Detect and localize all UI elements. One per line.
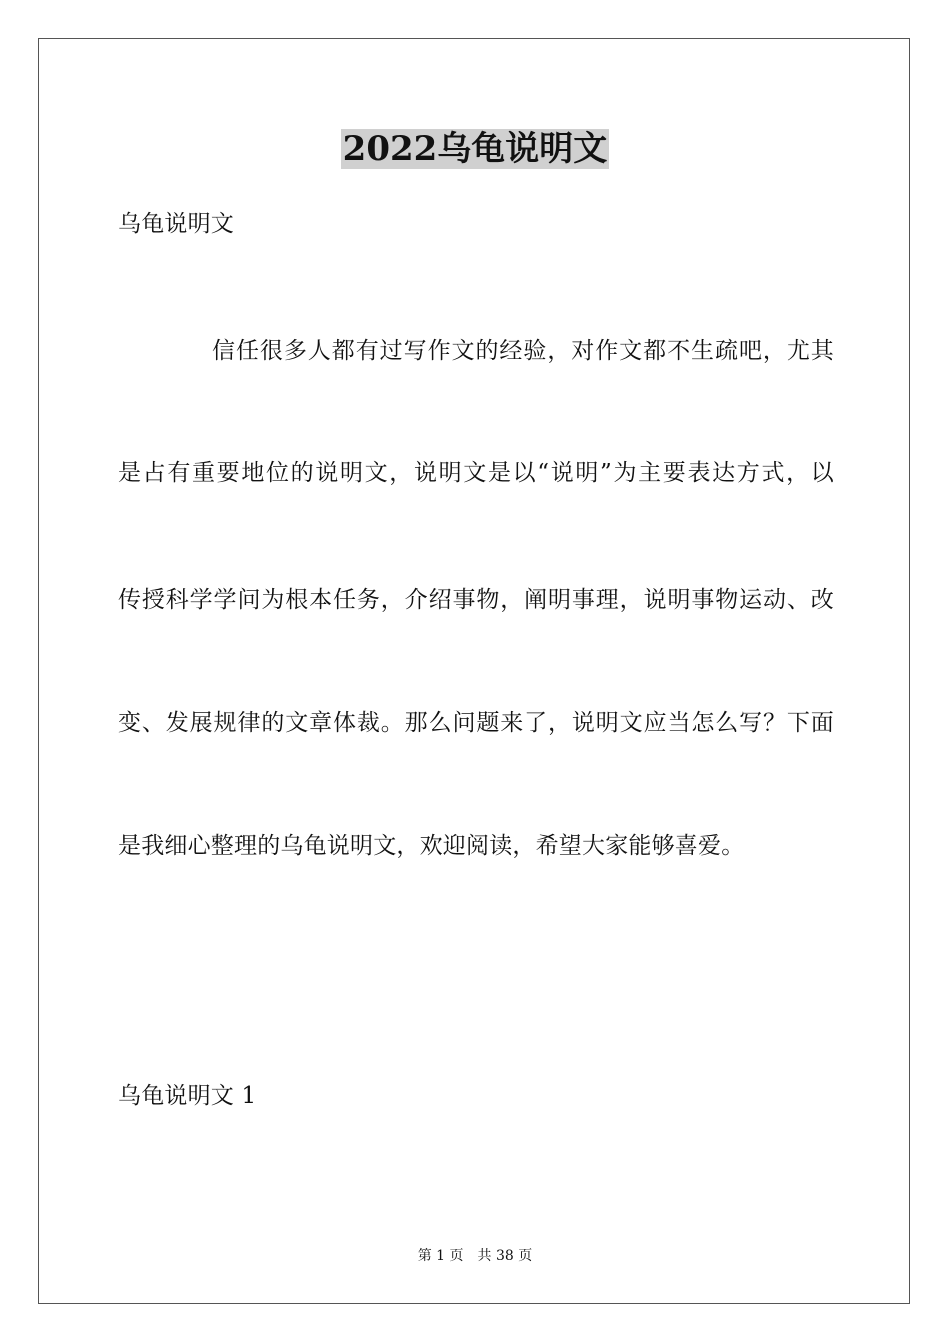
paragraph-line: 是占有重要地位的说明文，说明文是以“说明”为主要表达方式，以 <box>118 460 834 486</box>
document-title <box>0 127 950 171</box>
document-title-text: 2022乌龟说明文 <box>342 129 608 169</box>
paragraph-line: 变、发展规律的文章体裁。那么问题来了，说明文应当怎么写？下面 <box>118 710 834 736</box>
paragraph-line: 传授科学学问为根本任务，介绍事物，阐明事理，说明事物运动、改 <box>118 587 834 613</box>
page-footer: 第 1 页 共 38 页 <box>417 1248 533 1264</box>
paragraph-line: 是我细心整理的乌龟说明文，欢迎阅读，希望大家能够喜爱。 <box>118 833 745 859</box>
document-subtitle: 乌龟说明文 <box>118 211 234 237</box>
section-heading: 乌龟说明文 1 <box>118 1083 257 1109</box>
paragraph-line: 信任很多人都有过写作文的经验，对作文都不生疏吧，尤其 <box>212 338 834 364</box>
